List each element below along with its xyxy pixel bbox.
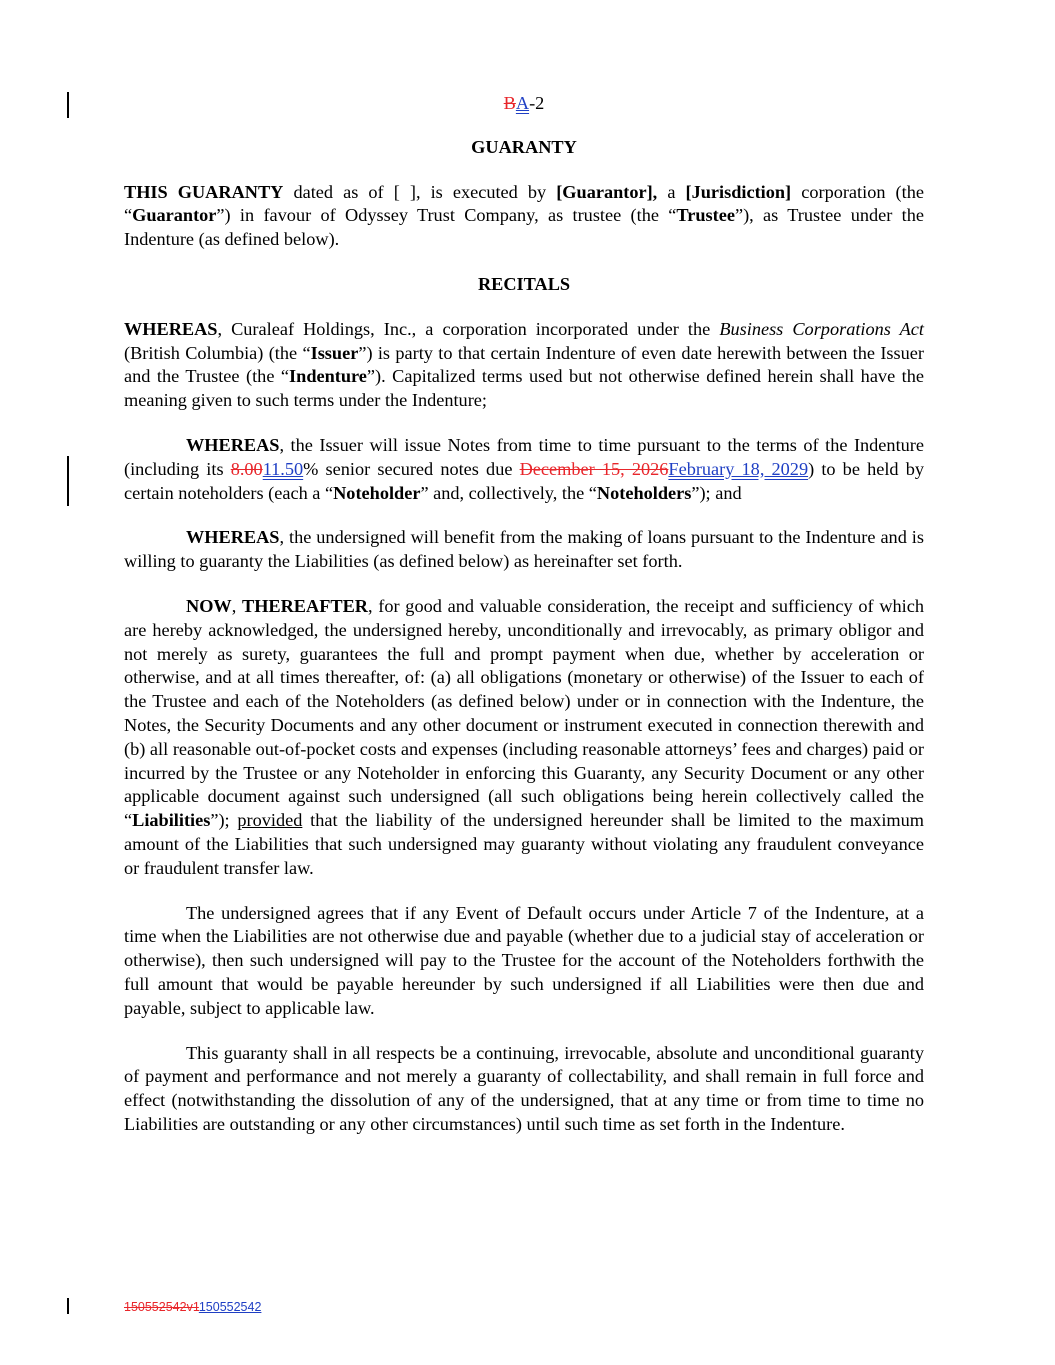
- trustee-term: Trustee: [676, 205, 735, 226]
- recital-2-lead: WHEREAS: [186, 434, 280, 455]
- recital-1-lead: WHEREAS: [124, 318, 218, 339]
- thereafter-lead: THEREAFTER: [242, 595, 368, 616]
- page-number-inserted: A: [515, 93, 530, 113]
- intro-text-1: dated as of [ ], is executed by: [283, 181, 557, 202]
- change-bar-recital: [67, 456, 69, 506]
- noteholder-term: Noteholder: [333, 482, 421, 503]
- issuer-term: Issuer: [310, 342, 359, 363]
- recitals-heading: RECITALS: [477, 273, 571, 294]
- liabilities-term: Liabilities: [132, 810, 211, 831]
- noteholders-term: Noteholders: [596, 482, 692, 503]
- document-page: [124, 92, 924, 1137]
- footer-inserted: 150552542: [198, 1300, 262, 1314]
- intro-text-3: corporation (the “: [124, 181, 924, 226]
- recital-1-text-2: (British Columbia) (the “: [124, 342, 311, 363]
- recital-2-text-5: ”); and: [691, 482, 742, 503]
- intro-text-2: a: [657, 181, 686, 202]
- page-number-suffix: -2: [529, 93, 545, 113]
- recital-3-text-1: , the undersigned will benefit from the making of loans pursuant to the Indenture and is willing to guaranty the Liabilities (as defined below) as hereinafter set forth.: [124, 527, 924, 572]
- date-inserted: February 18, 2029: [668, 458, 809, 479]
- page-number-deleted: B: [503, 93, 516, 113]
- recital-2: [124, 434, 924, 505]
- recital-2-text-1: , the Issuer will issue Notes from time to time pursuant to the terms of the Indenture (including its: [124, 434, 924, 479]
- rate-inserted: 11.50: [262, 458, 304, 479]
- operative-text-1: , for good and valuable consideration, the receipt and sufficiency of which are hereby acknowledged, the undersigned hereby, unconditionally and irrevocably, as primary obligor and not merely as surety, guarantees the full and prompt payment when due, whether by acceleration or otherwise, and at all times thereafter, of: (a) all obligations (monetary or otherwise) of the Issuer to each of the Trustee and each of the Noteholders (as defined below) under or in connection with the Indenture, the Notes, the Security Documents and any other document or instrument executed in connection therewith and (b) all reasonable out-of-pocket costs and expenses (including reasonable attorneys’ fees and charges) paid or incurred by the Trustee or any Noteholder in enforcing this Guaranty, any Security Document or any other applicable document against such undersigned (all such obligations being herein collectively called the “: [124, 595, 924, 831]
- operative-paragraph: [124, 595, 924, 881]
- recital-3-lead: WHEREAS: [186, 527, 280, 548]
- recital-1: [124, 318, 924, 413]
- provided-word: provided: [237, 810, 303, 831]
- intro-guarantor: [Guarantor],: [556, 181, 658, 202]
- change-bar-footer: [67, 1298, 69, 1314]
- recital-2-text-4: ” and, collectively, the “: [420, 482, 597, 503]
- now-lead: NOW: [186, 595, 232, 616]
- document-footer: [124, 1300, 261, 1314]
- recital-3: [124, 526, 924, 574]
- intro-lead: THIS GUARANTY: [124, 181, 284, 202]
- operative-text-3: that the liability of the undersigned hereunder shall be limited to the maximum amount of the Liabilities that such undersigned may guaranty without violating any fraudulent conveyance or fraudulent transfer law.: [124, 810, 924, 878]
- operative-text-2: ”);: [210, 810, 238, 831]
- date-deleted: December 15, 2026: [519, 458, 669, 479]
- footer-deleted: 150552542v1: [124, 1300, 199, 1314]
- indenture-term: Indenture: [289, 366, 367, 387]
- recital-1-text-3: ”) is party to that certain Indenture of even date herewith between the Issuer and the Trustee (the “: [124, 342, 924, 387]
- document-title: GUARANTY: [471, 136, 577, 157]
- intro-paragraph: [124, 181, 924, 252]
- intro-text-5: ”), as Trustee under the Indenture (as defined below).: [124, 205, 924, 250]
- guarantor-term: Guarantor: [132, 205, 217, 226]
- intro-text-4: ”) in favour of Odyssey Trust Company, as trustee (the “: [216, 205, 677, 226]
- recital-1-text-1: , Curaleaf Holdings, Inc., a corporation incorporated under the: [217, 318, 720, 339]
- rate-deleted: 8.00: [230, 458, 263, 479]
- page-number: [124, 92, 924, 116]
- act-name: Business Corporations Act: [719, 318, 924, 339]
- continuing-paragraph: This guaranty shall in all respects be a continuing, irrevocable, absolute and unconditional guaranty of payment and performance and not merely a guaranty of collectability, and shall remain in full force and effect (notwithstanding the dissolution of any of the undersigned, that at any time or from time to time no Liabilities are outstanding or any other circumstances) until such time as set forth in the Indenture.: [124, 1042, 924, 1134]
- intro-jurisdiction: [Jurisdiction]: [685, 181, 792, 202]
- recital-2-text-3: ) to be held by certain noteholders (each a “: [124, 458, 924, 503]
- default-paragraph: The undersigned agrees that if any Event of Default occurs under Article 7 of the Indenture, at a time when the Liabilities are not otherwise due and payable (whether due to a judicial stay of acceleration or otherwise), then such undersigned will pay to the Trustee for the account of the Noteholders forthwith the full amount that would be payable hereunder by such undersigned if all Liabilities were then due and payable, subject to applicable law.: [124, 902, 924, 1018]
- recital-2-text-2: % senior secured notes due: [303, 458, 520, 479]
- operative-comma: ,: [231, 595, 242, 616]
- recital-1-text-4: ”). Capitalized terms used but not otherwise defined herein shall have the meaning given to such terms under the Indenture;: [124, 366, 924, 411]
- change-bar-header: [67, 92, 69, 118]
